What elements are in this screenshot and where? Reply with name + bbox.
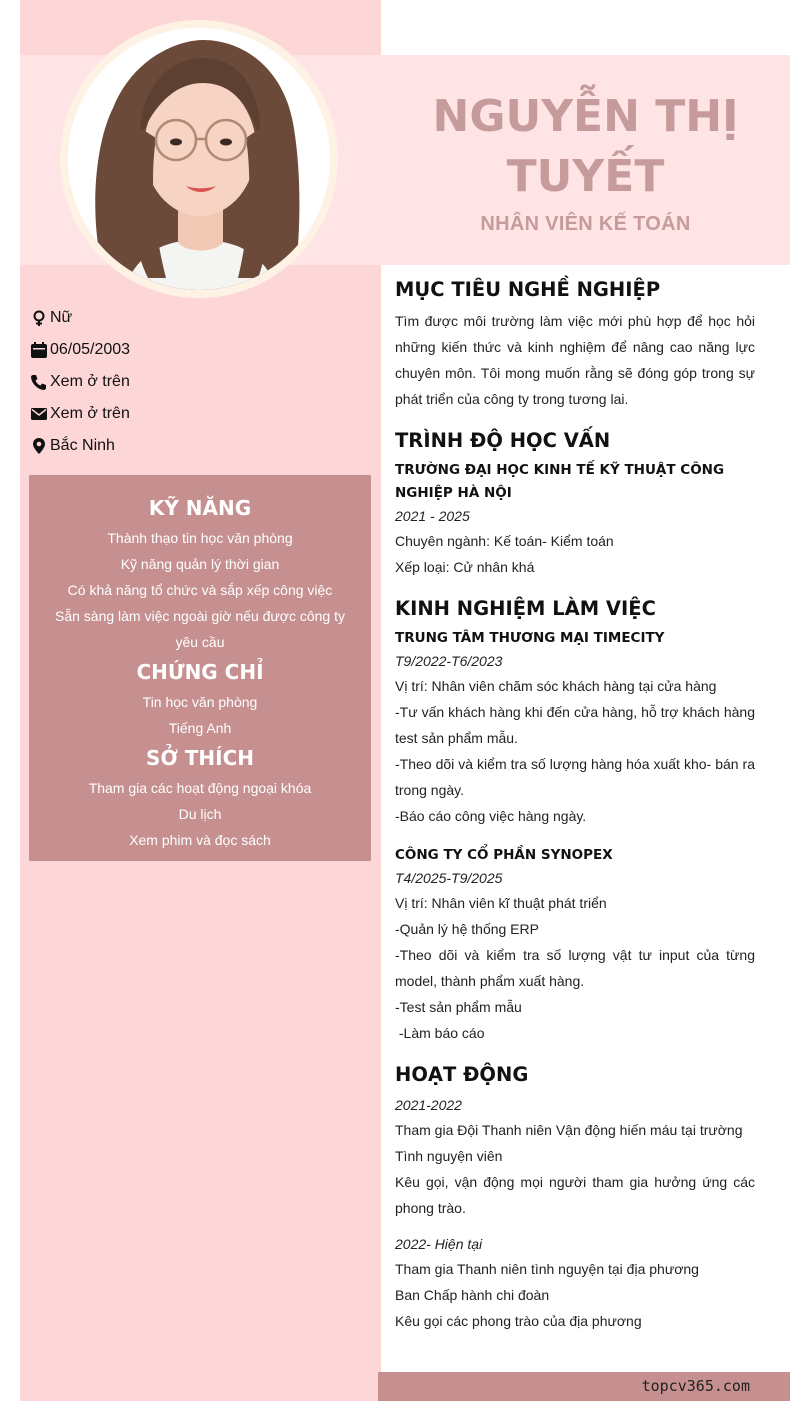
- location-pin-icon: [29, 436, 49, 456]
- certificate-item: Tin học văn phòng: [142, 694, 258, 710]
- name-block: [381, 55, 790, 265]
- education-grade: Xếp loại: Cử nhân khá: [395, 559, 535, 575]
- spacer: [395, 829, 755, 841]
- hobbies-list: [29, 775, 371, 853]
- education-period: 2021 - 2025: [395, 508, 470, 524]
- contact-birthdate-text: 06/05/2003: [50, 341, 131, 358]
- certificate-item: Tiếng Anh: [168, 720, 232, 736]
- skill-item: Kỹ năng quản lý thời gian: [120, 556, 280, 572]
- avatar: [68, 28, 330, 290]
- hobby-item: Xem phim và đọc sách: [129, 832, 271, 848]
- contact-address: [29, 430, 369, 462]
- activity-line: Tham gia Đội Thanh niên Vận động hiến máu tại trường: [395, 1122, 743, 1138]
- job-period: T9/2022-T6/2023: [395, 653, 503, 669]
- activity-line: Kêu gọi, vận động mọi người tham gia hưởng ứng các phong trào.: [395, 1174, 755, 1216]
- contact-gender-text: Nữ: [50, 309, 73, 326]
- activity-line: Kêu gọi các phong trào của địa phương: [395, 1313, 642, 1329]
- hobby-item: Du lịch: [178, 806, 222, 822]
- job-title: NHÂN VIÊN KẾ TOÁN: [480, 213, 691, 235]
- contact-email-text: Xem ở trên: [50, 405, 130, 422]
- contact-gender: [29, 302, 369, 334]
- certificates-list: [29, 689, 371, 741]
- job-line: -Quản lý hệ thống ERP: [395, 921, 539, 937]
- phone-icon: [29, 372, 49, 392]
- company-name: CÔNG TY CỔ PHẦN SYNOPEX: [395, 847, 613, 863]
- candidate-name-line2: TUYẾT: [506, 151, 665, 202]
- job-line: -Báo cáo công việc hàng ngày.: [395, 808, 587, 824]
- footer-bar: [378, 1372, 790, 1401]
- activity-line: Tham gia Thanh niên tình nguyện tại địa phương: [395, 1261, 699, 1277]
- candidate-name-line1: NGUYỄN THỊ: [432, 91, 739, 142]
- skill-item: Thành thạo tin học văn phòng: [107, 530, 293, 546]
- education-major: Chuyên ngành: Kế toán- Kiểm toán: [395, 533, 614, 549]
- activity-entry: [395, 1094, 755, 1221]
- contact-list: [29, 302, 369, 462]
- skills-heading: KỸ NĂNG: [148, 496, 252, 520]
- activity-period: 2022- Hiện tại: [395, 1236, 483, 1252]
- contact-phone: [29, 366, 369, 398]
- hobbies-heading: SỞ THÍCH: [145, 746, 255, 770]
- job-line: -Test sản phẩm mẫu: [395, 999, 522, 1015]
- job-line: Vị trí: Nhân viên chăm sóc khách hàng tại cửa hàng: [395, 678, 717, 694]
- experience-section: [395, 594, 755, 1046]
- spacer: [395, 1221, 755, 1233]
- skills-box: [29, 475, 371, 861]
- skill-item: Sẵn sàng làm việc ngoài giờ nếu được công ty yêu cầu: [54, 608, 345, 650]
- education-heading: TRÌNH ĐỘ HỌC VẤN: [395, 429, 611, 452]
- school-name: TRƯỜNG ĐẠI HỌC KINH TẾ KỸ THUẬT CÔNG NGHIỆP HÀ NỘI: [395, 462, 725, 501]
- job-line: -Theo dõi và kiểm tra số lượng hàng hóa xuất kho- bán ra trong ngày.: [395, 756, 755, 798]
- job-line: -Theo dõi và kiểm tra số lượng vật tư input của từng model, thành phẩm xuất hàng.: [395, 947, 755, 989]
- activity-line: Ban Chấp hành chi đoàn: [395, 1287, 550, 1303]
- portrait-photo: [68, 28, 330, 290]
- contact-address-text: Bắc Ninh: [50, 437, 115, 454]
- activity-period: 2021-2022: [395, 1097, 462, 1113]
- job-entry: [395, 627, 755, 829]
- objective-heading: MỤC TIÊU NGHỀ NGHIỆP: [395, 278, 661, 301]
- main-content: [395, 275, 755, 1348]
- hobby-item: Tham gia các hoạt động ngoại khóa: [88, 780, 312, 796]
- objective-text: Tìm được môi trường làm việc mới phù hợp để học hỏi những kiến thức và kinh nghiệm để nâng cao năng lực chuyên môn. Tôi mong muốn rằng sẽ đóng góp trong sự phát triển của công ty trong tương lai.: [395, 313, 755, 407]
- envelope-icon: [29, 404, 49, 424]
- activities-heading: HOẠT ĐỘNG: [395, 1063, 529, 1086]
- company-name: TRUNG TÂM THƯƠNG MẠI TIMECITY: [395, 630, 665, 646]
- activity-entry: [395, 1233, 755, 1334]
- calendar-icon: [29, 340, 49, 360]
- contact-birthdate: [29, 334, 369, 366]
- footer-brand: topcv365.com: [641, 1377, 750, 1395]
- certificates-heading: CHỨNG CHỈ: [136, 660, 264, 684]
- job-entry: [395, 844, 755, 1046]
- job-line: -Làm báo cáo: [395, 1025, 485, 1041]
- activities-section: [395, 1060, 755, 1334]
- avatar-frame: [60, 20, 338, 298]
- skill-item: Có khả năng tổ chức và sắp xếp công việc: [67, 582, 333, 598]
- job-line: -Tư vấn khách hàng khi đến cửa hàng, hỗ trợ khách hàng test sản phẩm mẫu.: [395, 704, 755, 746]
- education-section: [395, 426, 755, 580]
- job-line: Vị trí: Nhân viên kĩ thuật phát triển: [395, 895, 607, 911]
- skills-list: [29, 525, 371, 655]
- activity-line: Tình nguyện viên: [395, 1148, 503, 1164]
- gender-icon: [29, 308, 49, 328]
- contact-email: [29, 398, 369, 430]
- contact-phone-text: Xem ở trên: [50, 373, 130, 390]
- experience-heading: KINH NGHIỆM LÀM VIỆC: [395, 597, 656, 620]
- job-period: T4/2025-T9/2025: [395, 870, 503, 886]
- objective-section: [395, 275, 755, 412]
